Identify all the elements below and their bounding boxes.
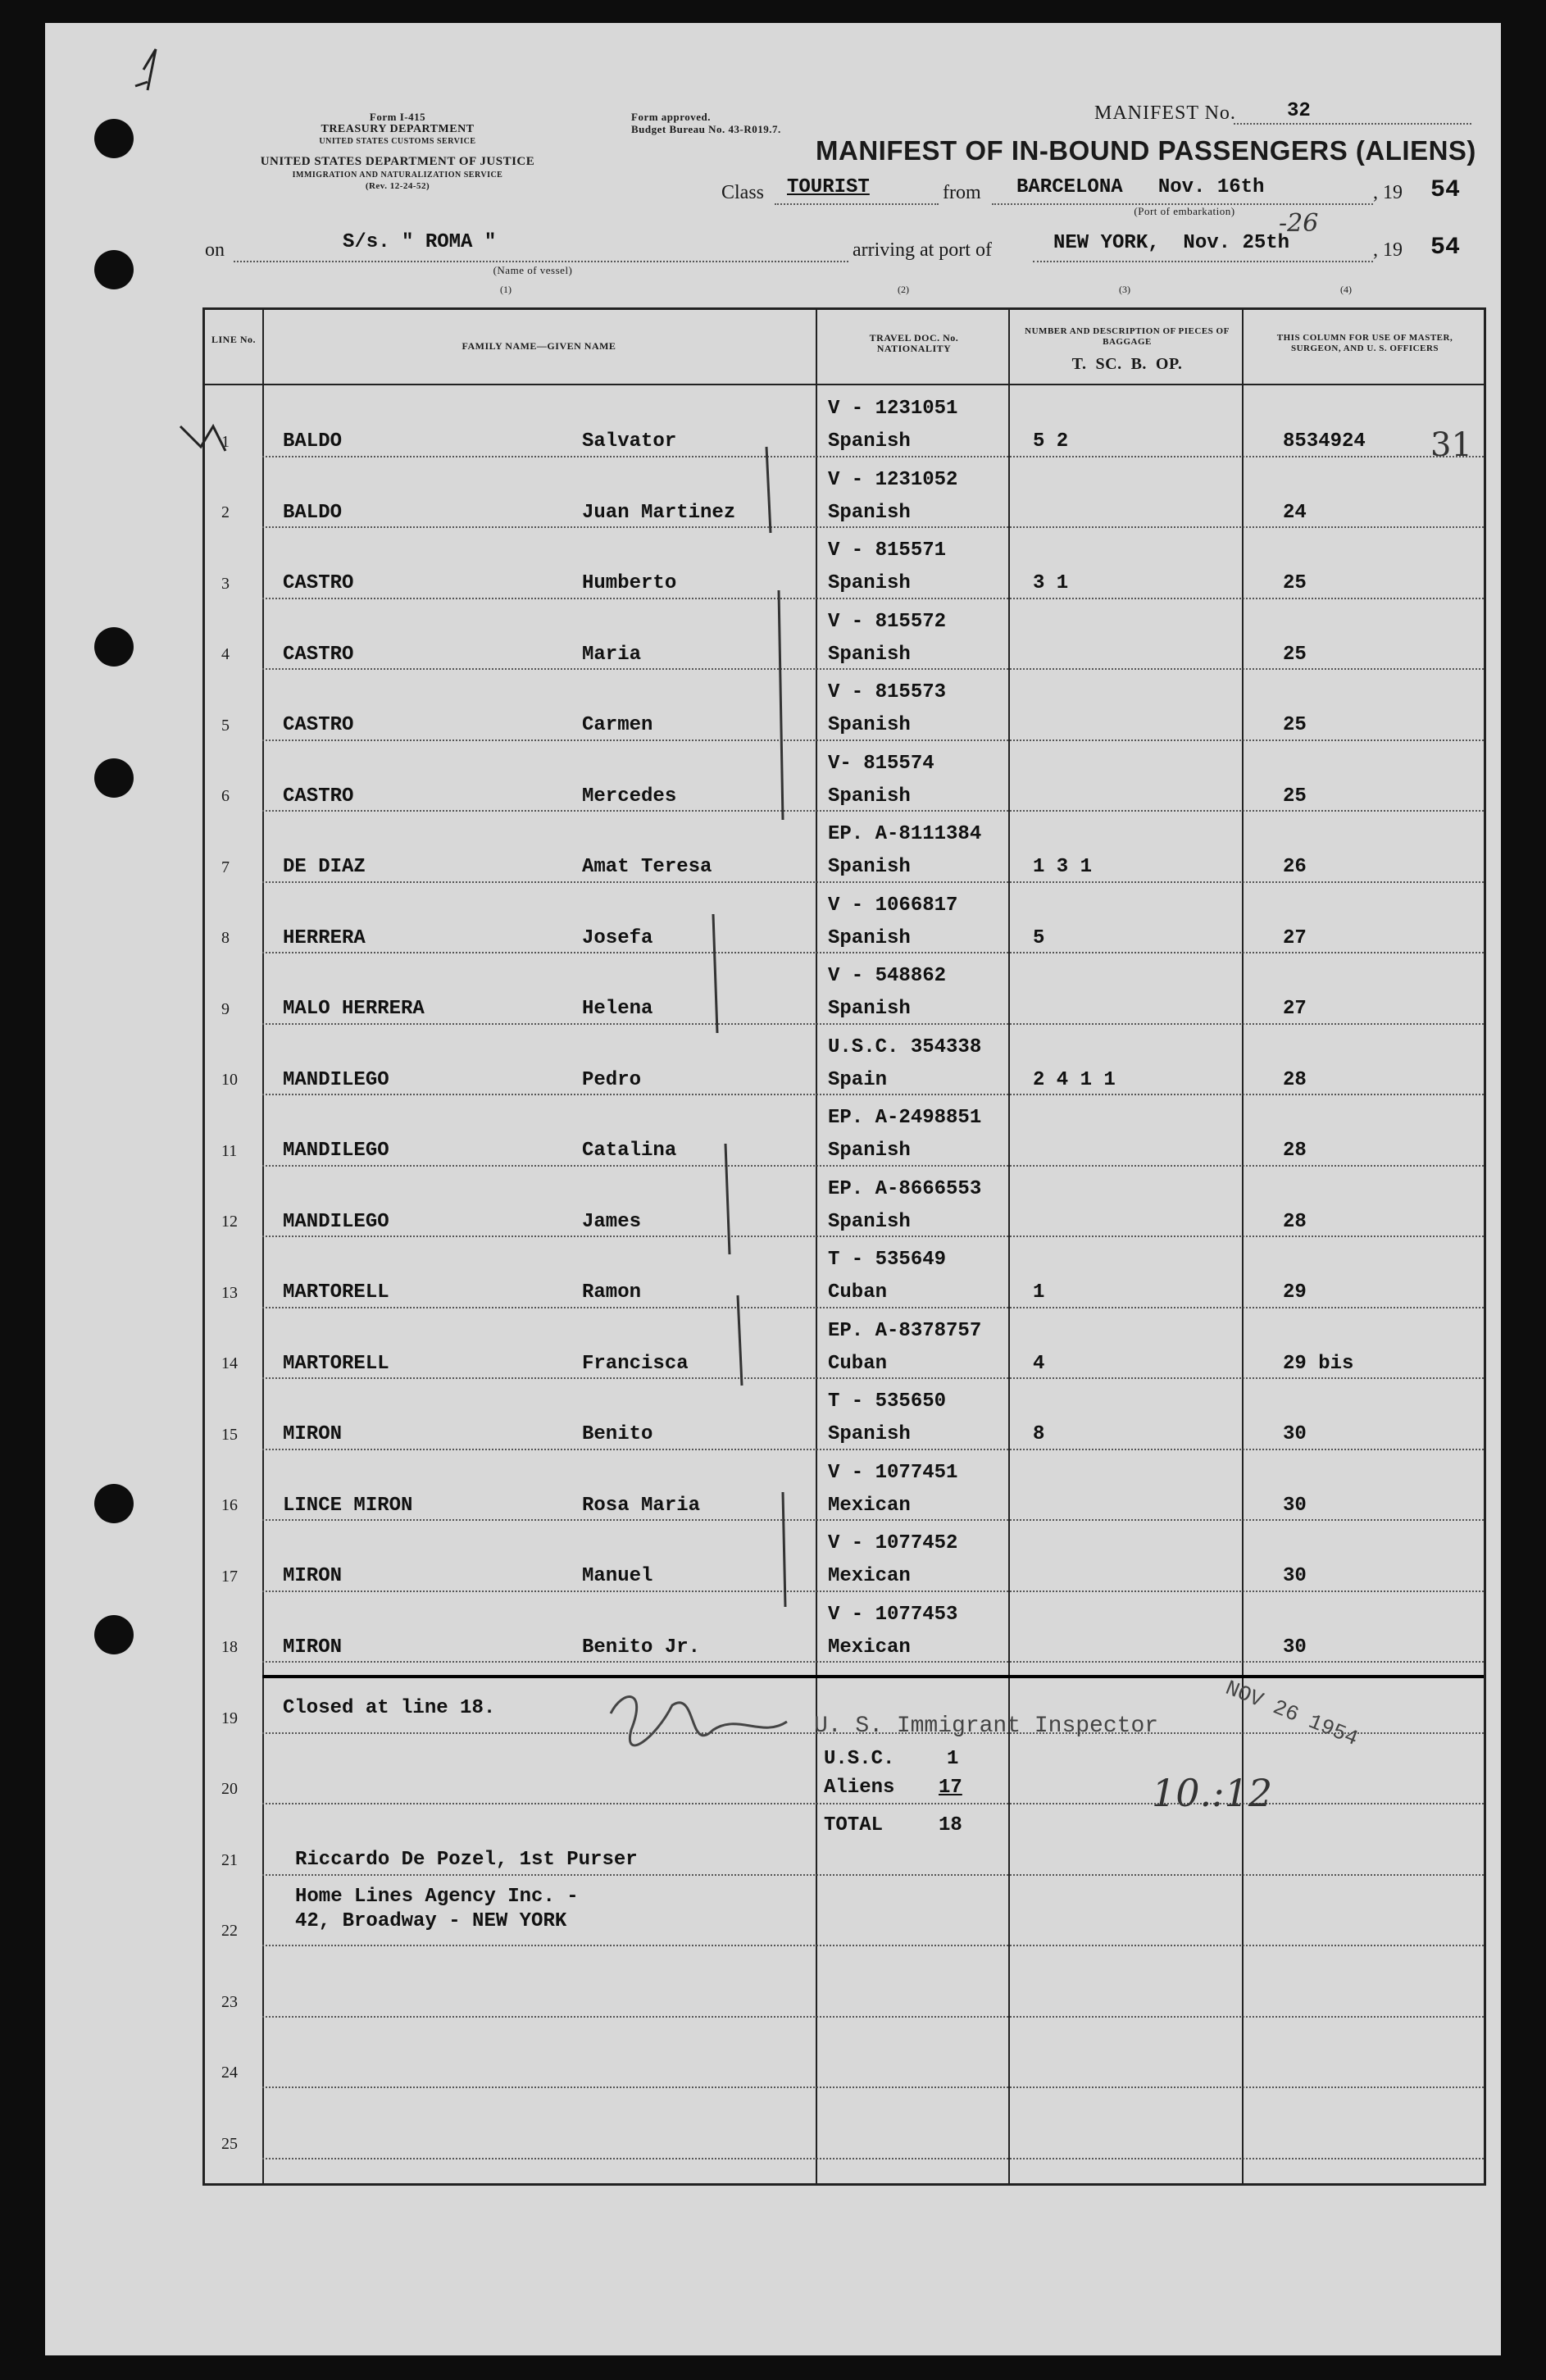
on-label: on (205, 239, 225, 261)
arriving-label: arriving at port of (853, 239, 992, 261)
line-number: 16 (221, 1496, 238, 1514)
row-divider (262, 810, 1484, 812)
line-number: 7 (221, 858, 230, 876)
nationality: Spanish (828, 572, 911, 594)
agency-line-1: Home Lines Agency Inc. - (295, 1886, 579, 1908)
row-divider (262, 1023, 1484, 1025)
ins-label: IMMIGRATION AND NATURALIZATION SERVICE (292, 171, 503, 180)
usc-value: 1 (947, 1748, 959, 1770)
line-number: 25 (221, 2134, 238, 2153)
line-number: 17 (221, 1567, 238, 1586)
officer-number: 25 (1283, 714, 1307, 736)
family-name: CASTRO (283, 785, 354, 808)
nationality: Spanish (828, 501, 911, 524)
row-divider (262, 952, 1484, 953)
officer-number: 29 (1283, 1281, 1307, 1304)
given-name: James (582, 1210, 642, 1233)
row-divider (262, 1661, 1484, 1663)
family-name: MANDILEGO (283, 1210, 389, 1233)
officer-number: 30 (1283, 1636, 1307, 1659)
year-prefix-2: , 19 (1373, 239, 1403, 261)
nationality: Cuban (828, 1281, 888, 1304)
row-divider (262, 2158, 1484, 2159)
line-number: 11 (221, 1141, 238, 1160)
row-divider (262, 1094, 1484, 1095)
class-value: TOURIST (787, 176, 870, 198)
travel-doc-number: V - 1231052 (828, 468, 958, 491)
header-line-no: LINE No. (211, 334, 256, 345)
family-name: CASTRO (283, 714, 354, 736)
line-number: 15 (221, 1425, 238, 1444)
year-prefix-1: , 19 (1373, 182, 1403, 203)
budget-bureau: Budget Bureau No. 43-R019.7. (631, 123, 781, 135)
given-name: Maria (582, 643, 642, 666)
from-label: from (943, 182, 981, 203)
column-marker-4: (4) (1340, 284, 1352, 295)
header-officer-column: THIS COLUMN FOR USE OF MASTER, SURGEON, AND U. S. OFFICERS (1276, 333, 1453, 353)
family-name: MIRON (283, 1636, 343, 1659)
total-value: 18 (939, 1814, 962, 1836)
officer-number: 30 (1283, 1423, 1307, 1445)
row-divider (262, 1590, 1484, 1592)
nationality: Spain (828, 1068, 888, 1091)
family-name: DE DIAZ (283, 856, 366, 878)
officer-number: 25 (1283, 785, 1307, 808)
nationality: Spanish (828, 1210, 911, 1233)
given-name: Josefa (582, 926, 653, 949)
rev-label: (Rev. 12-24-52) (365, 181, 430, 191)
travel-doc-number: EP. A-8666553 (828, 1177, 982, 1200)
travel-doc-number: V - 548862 (828, 965, 947, 987)
family-name: LINCE MIRON (283, 1494, 413, 1517)
officer-number: 27 (1283, 998, 1307, 1020)
line-number: 4 (221, 645, 230, 663)
travel-doc-number: V - 1066817 (828, 894, 958, 917)
given-name: Mercedes (582, 785, 677, 808)
officer-number: 28 (1283, 1140, 1307, 1162)
row-divider (262, 526, 1484, 528)
column-divider (262, 310, 264, 2183)
punch-hole (94, 119, 134, 158)
family-name: MARTORELL (283, 1352, 389, 1375)
margin-number: 31 (1430, 426, 1472, 464)
column-marker-1: (1) (500, 284, 512, 295)
header-name: FAMILY NAME—GIVEN NAME (462, 340, 616, 352)
travel-doc-number: V- 815574 (828, 752, 934, 775)
family-name: MIRON (283, 1423, 343, 1445)
aliens-value: 17 (939, 1777, 962, 1799)
travel-doc-number: U.S.C. 354338 (828, 1035, 982, 1058)
nationality: Cuban (828, 1352, 888, 1375)
column-marker-2: (2) (898, 284, 909, 295)
travel-doc-number: V - 1077452 (828, 1532, 958, 1554)
line-number: 20 (221, 1780, 238, 1798)
travel-doc-number: EP. A-8111384 (828, 823, 982, 845)
line-number: 5 (221, 716, 230, 735)
given-name: Juan Martinez (582, 501, 736, 524)
form-number: Form I-415 (369, 111, 426, 123)
family-name: BALDO (283, 501, 343, 524)
row-divider (262, 1803, 1484, 1804)
total-label: TOTAL (824, 1814, 884, 1836)
officer-number: 8534924 (1283, 430, 1366, 453)
line-number: 23 (221, 1992, 238, 2011)
arriving-line (1033, 261, 1373, 262)
line-number: 3 (221, 574, 230, 593)
purser-line: Riccardo De Pozel, 1st Purser (295, 1849, 638, 1871)
class-label: Class (721, 182, 765, 203)
line-number: 21 (221, 1850, 238, 1869)
family-name: MANDILEGO (283, 1068, 389, 1091)
officer-number: 30 (1283, 1494, 1307, 1517)
given-name: Amat Teresa (582, 856, 712, 878)
closed-note: Closed at line 18. (283, 1697, 496, 1719)
line-number: 22 (221, 1922, 238, 1940)
family-name: MANDILEGO (283, 1140, 389, 1162)
arriving-correction: -26 (1279, 209, 1319, 238)
line-number: 6 (221, 787, 230, 805)
given-name: Rosa Maria (582, 1494, 701, 1517)
travel-doc-number: V - 1231051 (828, 398, 958, 420)
row-divider (262, 1874, 1484, 1876)
customs-label: UNITED STATES CUSTOMS SERVICE (319, 137, 476, 146)
punch-hole (94, 758, 134, 798)
given-name: Catalina (582, 1140, 677, 1162)
given-name: Benito Jr. (582, 1636, 701, 1659)
given-name: Manuel (582, 1565, 653, 1587)
column-divider (1242, 310, 1244, 2183)
vessel-line (234, 261, 848, 262)
row-divider (262, 1945, 1484, 1946)
nationality: Spanish (828, 643, 911, 666)
manifest-no-label: MANIFEST No. (1094, 102, 1236, 124)
given-name: Ramon (582, 1281, 642, 1304)
row-divider (262, 1165, 1484, 1167)
nationality: Spanish (828, 785, 911, 808)
row-divider (262, 739, 1484, 741)
baggage-count: 2 4 1 1 (1033, 1068, 1116, 1091)
manifest-no-value: 32 (1287, 100, 1311, 122)
given-name: Helena (582, 998, 653, 1020)
officer-number: 25 (1283, 572, 1307, 594)
family-name: MALO HERRERA (283, 998, 425, 1020)
header-baggage: NUMBER AND DESCRIPTION OF PIECES OF BAGGAGE (1025, 326, 1230, 347)
baggage-count: 3 1 (1033, 572, 1069, 594)
given-name: Humberto (582, 572, 677, 594)
travel-doc-number: V - 815571 (828, 539, 947, 562)
line-number: 8 (221, 929, 230, 947)
nationality: Mexican (828, 1636, 911, 1659)
officer-number: 28 (1283, 1210, 1307, 1233)
travel-doc-number: V - 1077453 (828, 1603, 958, 1626)
manifest-no-line (1234, 123, 1471, 125)
given-name: Benito (582, 1423, 653, 1445)
column-divider (1008, 310, 1010, 2183)
travel-doc-number: V - 815572 (828, 610, 947, 633)
header-travel-doc: TRAVEL DOC. No. NATIONALITY (869, 332, 959, 354)
officer-number: 24 (1283, 501, 1307, 524)
justice-label: UNITED STATES DEPARTMENT OF JUSTICE (260, 155, 535, 168)
travel-doc-number: EP. A-8378757 (828, 1319, 982, 1342)
nationality: Spanish (828, 856, 911, 878)
year-value-2: 54 (1430, 234, 1461, 262)
closing-line (262, 1675, 1484, 1678)
officer-number: 29 bis (1283, 1352, 1354, 1375)
travel-doc-number: EP. A-2498851 (828, 1107, 982, 1129)
officer-number: 26 (1283, 856, 1307, 878)
officer-number: 28 (1283, 1068, 1307, 1091)
punch-hole (94, 250, 134, 289)
baggage-count: 5 (1033, 926, 1045, 949)
agency-line-2: 42, Broadway - NEW YORK (295, 1910, 567, 1932)
nationality: Spanish (828, 926, 911, 949)
line-number: 10 (221, 1071, 238, 1089)
officer-number: 30 (1283, 1565, 1307, 1587)
punch-hole (94, 1615, 134, 1654)
usc-label: U.S.C. (824, 1748, 895, 1770)
from-value: BARCELONA Nov. 16th (1016, 176, 1265, 198)
row-divider (262, 1377, 1484, 1379)
nationality: Spanish (828, 1423, 911, 1445)
row-divider (262, 668, 1484, 670)
given-name: Salvator (582, 430, 677, 453)
travel-doc-number: T - 535650 (828, 1390, 947, 1413)
column-divider (816, 310, 817, 2183)
nationality: Spanish (828, 1140, 911, 1162)
nationality: Spanish (828, 430, 911, 453)
column-marker-3: (3) (1119, 284, 1130, 295)
family-name: MARTORELL (283, 1281, 389, 1304)
family-name: CASTRO (283, 643, 354, 666)
row-divider (262, 1236, 1484, 1237)
line-number: 13 (221, 1283, 238, 1302)
family-name: CASTRO (283, 572, 354, 594)
punch-hole (94, 1484, 134, 1523)
form-approved: Form approved. (631, 111, 712, 123)
punch-hole (94, 627, 134, 667)
row-divider (262, 456, 1484, 457)
port-embarkation-label: (Port of embarkation) (1134, 205, 1235, 217)
row-divider (262, 598, 1484, 599)
handwritten-time: 10.:12 (1152, 1771, 1273, 1815)
vessel-name: S/s. " ROMA " (343, 231, 497, 253)
nationality: Spanish (828, 998, 911, 1020)
row-divider (262, 2086, 1484, 2088)
line-number: 9 (221, 999, 230, 1018)
travel-doc-number: T - 535649 (828, 1249, 947, 1271)
page-title: MANIFEST OF IN-BOUND PASSENGERS (ALIENS) (816, 135, 1476, 166)
officer-number: 25 (1283, 643, 1307, 666)
given-name: Francisca (582, 1352, 689, 1375)
aliens-label: Aliens (824, 1777, 895, 1799)
date-stamp: NOV 26 1954 (1221, 1675, 1362, 1752)
line-number: 14 (221, 1354, 238, 1372)
vessel-label: (Name of vessel) (493, 264, 573, 276)
year-value-1: 54 (1430, 176, 1461, 204)
family-name: MIRON (283, 1565, 343, 1587)
treasury-label: TREASURY DEPARTMENT (321, 123, 475, 135)
line-number: 24 (221, 2064, 238, 2082)
baggage-count: 5 2 (1033, 430, 1069, 453)
line-number: 18 (221, 1638, 238, 1656)
row-divider (262, 1449, 1484, 1450)
nationality: Mexican (828, 1494, 911, 1517)
row-divider (262, 881, 1484, 883)
travel-doc-number: V - 1077451 (828, 1461, 958, 1484)
family-name: BALDO (283, 430, 343, 453)
line-number: 1 (221, 432, 230, 451)
header-baggage-codes: T. SC. B. OP. (1071, 355, 1183, 373)
given-name: Pedro (582, 1068, 642, 1091)
nationality: Spanish (828, 714, 911, 736)
inspector-label: U. S. Immigrant Inspector (814, 1713, 1159, 1739)
row-divider (262, 1307, 1484, 1308)
class-line (775, 203, 939, 205)
baggage-count: 1 3 1 (1033, 856, 1093, 878)
family-name: HERRERA (283, 926, 366, 949)
nationality: Mexican (828, 1565, 911, 1587)
baggage-count: 4 (1033, 1352, 1045, 1375)
line-number: 19 (221, 1709, 238, 1727)
line-number: 12 (221, 1213, 238, 1231)
line-number: 2 (221, 503, 230, 521)
arriving-value: NEW YORK, Nov. 25th (1053, 232, 1290, 254)
travel-doc-number: V - 815573 (828, 681, 947, 703)
header-divider (205, 384, 1484, 385)
given-name: Carmen (582, 714, 653, 736)
officer-number: 27 (1283, 926, 1307, 949)
baggage-count: 1 (1033, 1281, 1045, 1304)
row-divider (262, 1519, 1484, 1521)
baggage-count: 8 (1033, 1423, 1045, 1445)
row-divider (262, 2016, 1484, 2018)
